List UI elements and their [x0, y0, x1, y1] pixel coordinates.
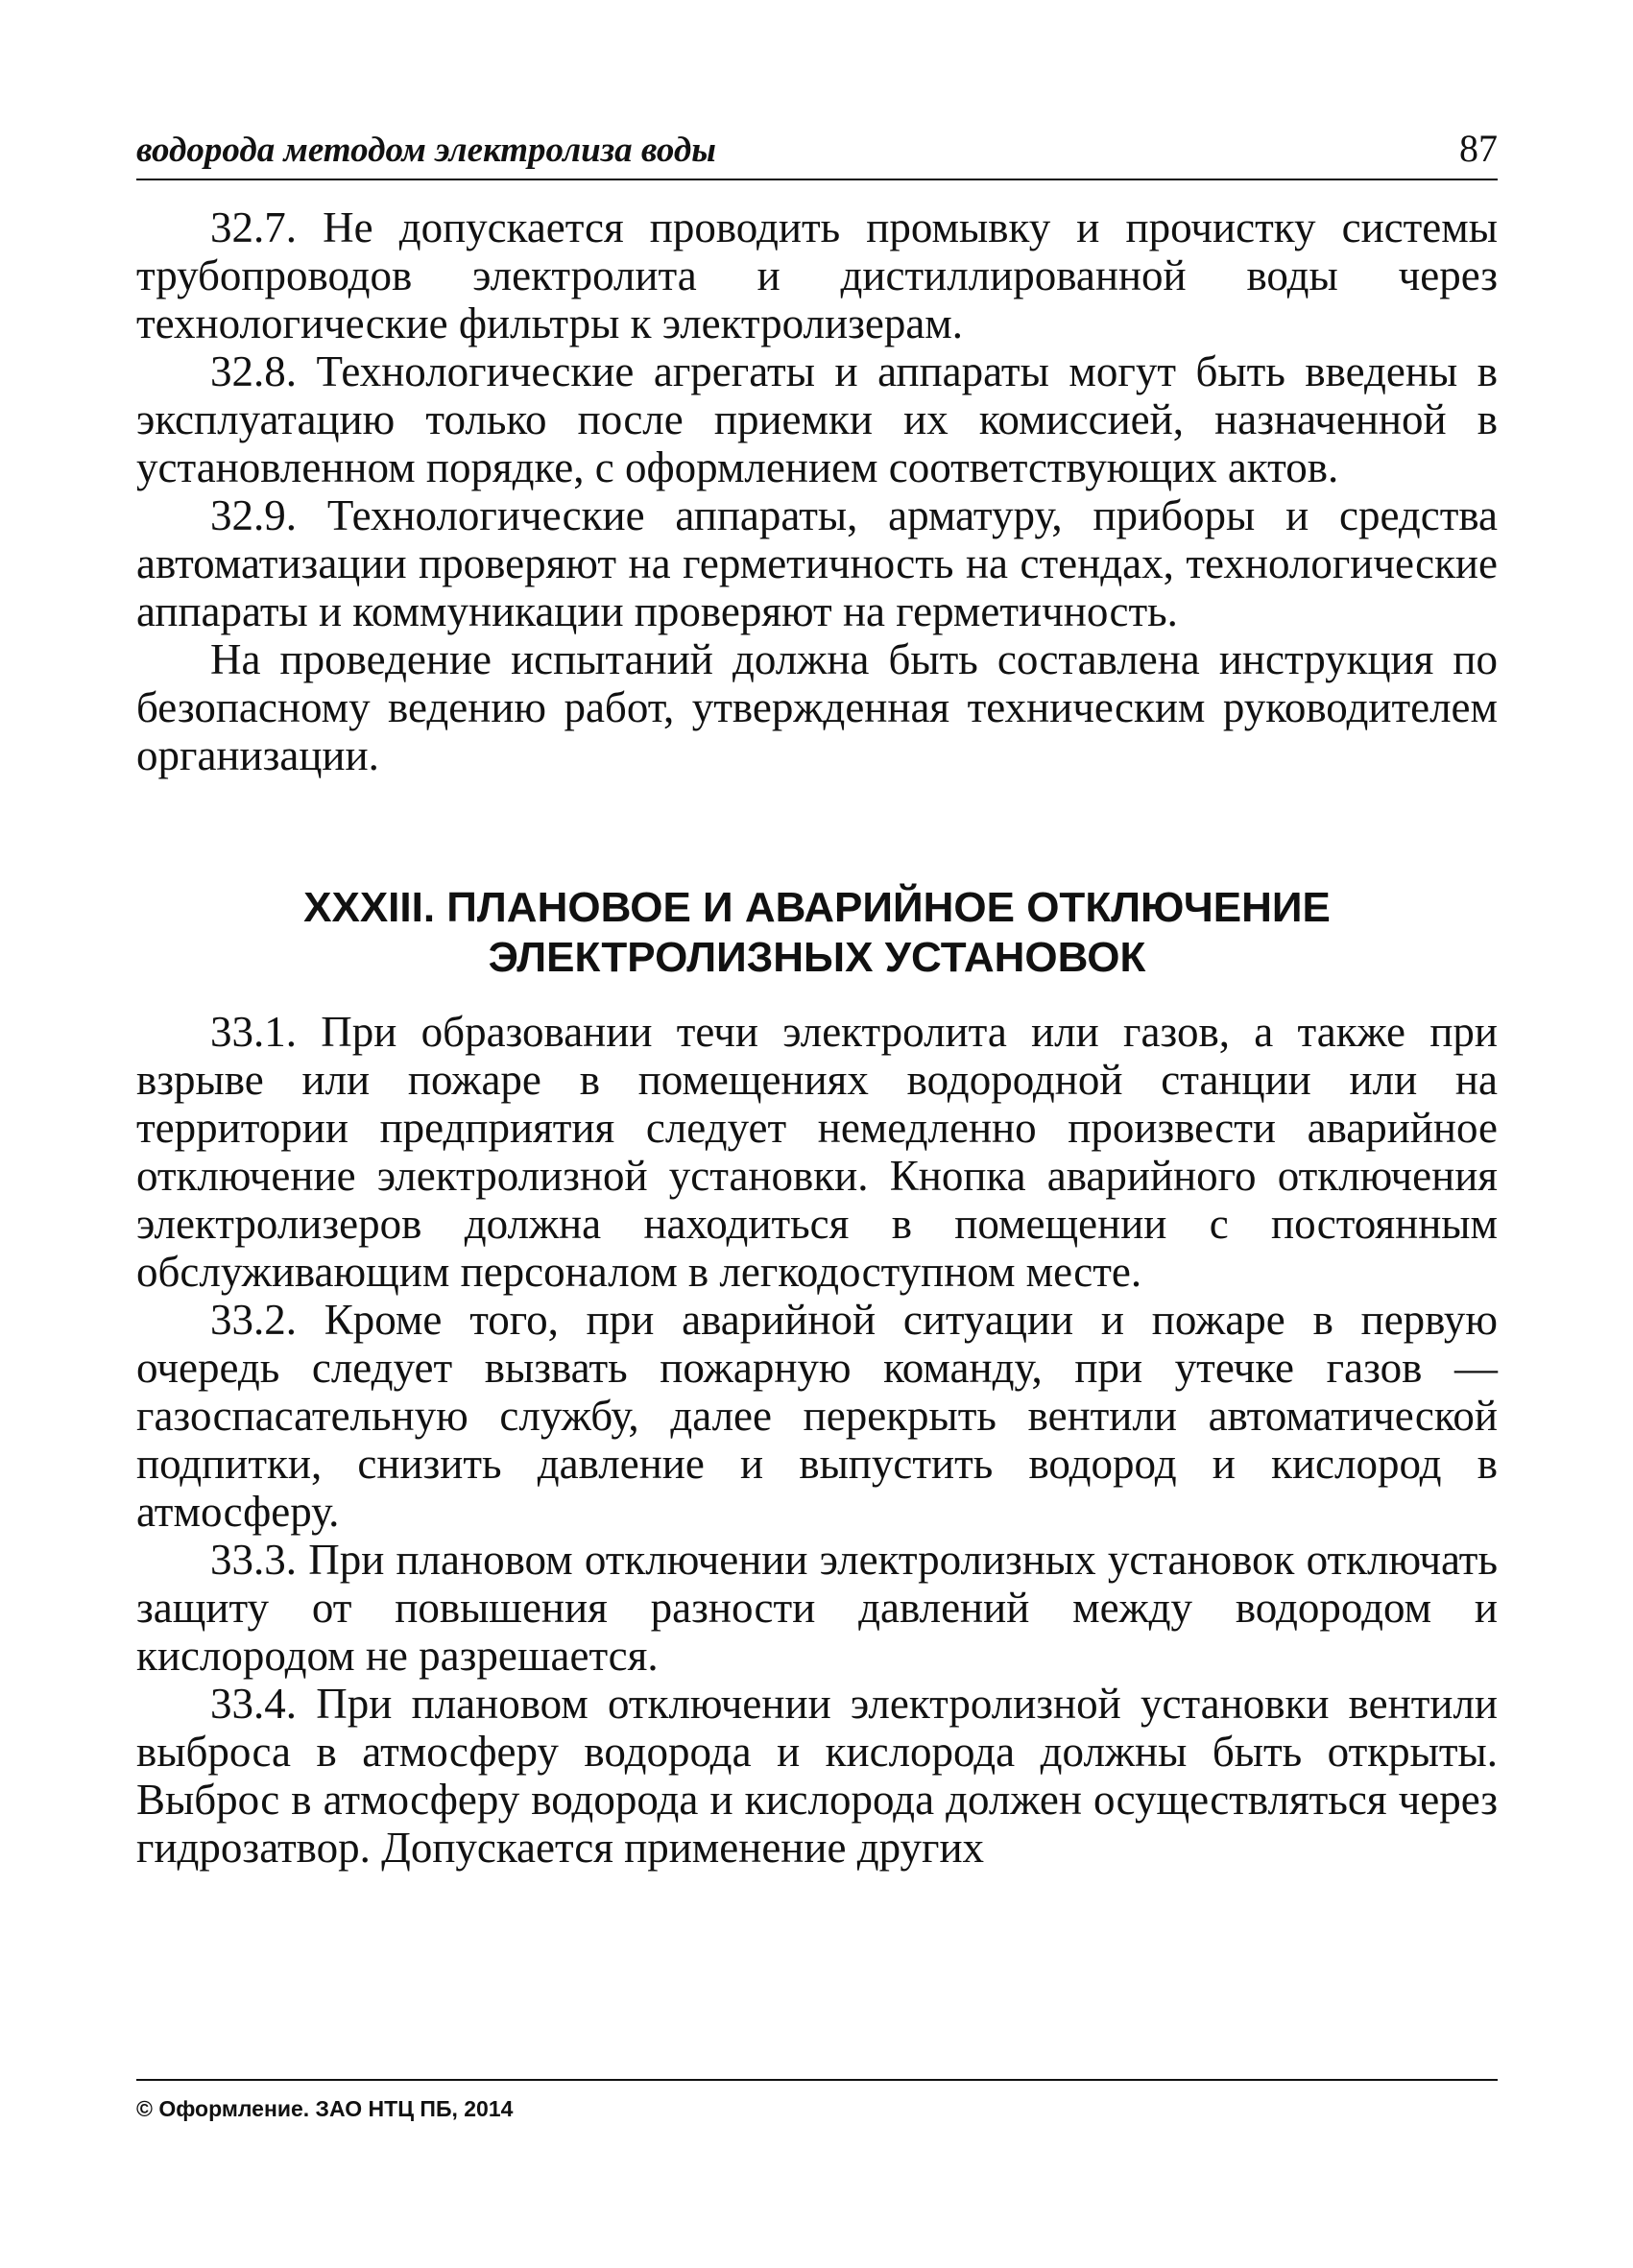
- running-header: [136, 123, 1498, 180]
- section-spacer: [136, 779, 1498, 883]
- section-heading-line-2: ЭЛЕКТРОЛИЗНЫХ УСТАНОВОК: [488, 934, 1146, 981]
- paragraph-33-2: 33.2. Кроме того, при аварийной ситуации и пожаре в первую очередь следует вызвать пожарную команду, при утечке газов — газоспасательную службу, далее перекрыть вентили автоматической подпитки, снизить давление и выпустить водород и кислород в атмосферу.: [136, 1296, 1498, 1536]
- paragraph-33-1: 33.1. При образовании течи электролита или газов, а также при взрыве или пожаре в помещениях водородной станции или на территории предприятия следует немедленно произвести аварийное отключение электролизной установки. Кнопка аварийного отключения электролизеров должна находиться в помещении с постоянным обслуживающим персоналом в легкодоступном месте.: [136, 1008, 1498, 1296]
- page-body: [136, 203, 1498, 1872]
- section-heading-line-1: XXXIII. ПЛАНОВОЕ И АВАРИЙНОЕ ОТКЛЮЧЕНИЕ: [303, 884, 1331, 931]
- copyright-notice: © Оформление. ЗАО НТЦ ПБ, 2014: [136, 2096, 514, 2121]
- paragraph-33-4: 33.4. При плановом отключении электролизной установки вентили выброса в атмосферу водорода и кислорода должны быть открыты. Выброс в атмосферу водорода и кислорода должен осуществляться через гидрозатвор. Допускается применение других: [136, 1680, 1498, 1872]
- paragraph-32-7: 32.7. Не допускается проводить промывку и прочистку системы трубопроводов электролита и дистиллированной воды через технологические фильтры к электролизерам.: [136, 203, 1498, 347]
- section-heading: [136, 883, 1498, 983]
- page-number: 87: [1459, 127, 1498, 170]
- paragraph-33-3: 33.3. При плановом отключении электролизных установок отключать защиту от повышения разности давлений между водородом и кислородом не разрешается.: [136, 1536, 1498, 1680]
- paragraph-32-9: 32.9. Технологические аппараты, арматуру, приборы и средства автоматизации проверяют на герметичность на стендах, технологические аппараты и коммуникации проверяют на герметичность.: [136, 491, 1498, 635]
- running-title: водорода методом электролиза воды: [136, 131, 716, 170]
- paragraph-testing-instruction: На проведение испытаний должна быть составлена инструкция по безопасному ведению работ, утвержденная техническим руководителем организации.: [136, 635, 1498, 779]
- page-footer: [136, 2079, 1498, 2122]
- paragraph-32-8: 32.8. Технологические агрегаты и аппараты могут быть введены в эксплуатацию только после приемки их комиссией, назначенной в установленном порядке, с оформлением соответствующих актов.: [136, 347, 1498, 491]
